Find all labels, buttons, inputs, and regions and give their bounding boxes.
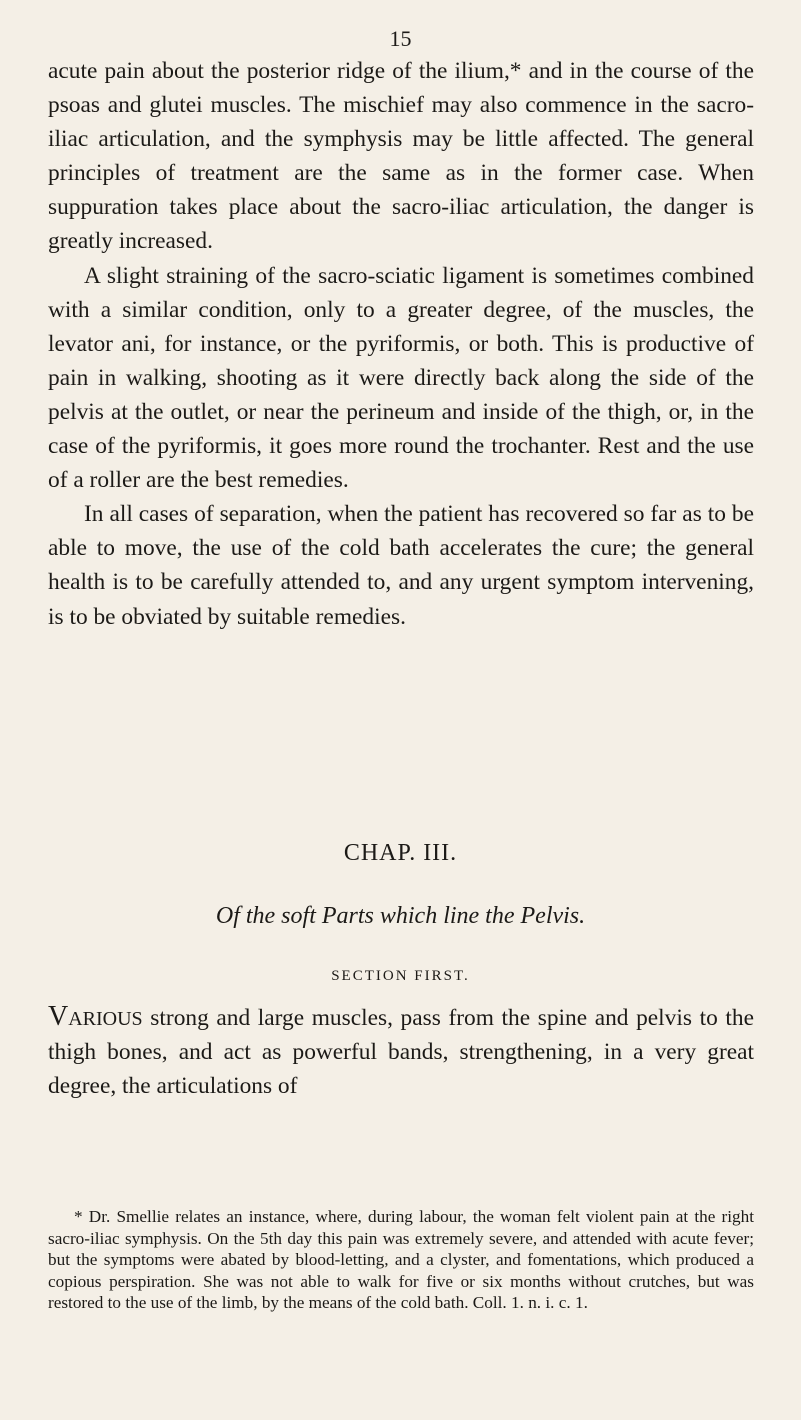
paragraph-1: acute pain about the posterior ridge of the ilium,* and in the course of the psoas and glutei muscles. The mischief may also commence in the sacro-iliac articulation, and the symphysis may be little affected. The general principles of treatment are the same as in the former case. When suppuration takes place about the sacro-iliac articulation, the danger is greatly increased. [48,58,754,255]
paragraph-2: A slight straining of the sacro-sciatic ligament is sometimes combined with a similar condition, only to a greater degree, of the muscles, the levator ani, for instance, or the pyriformis, or both. This is productive of pain in walking, shooting as it were directly back along the side of the pelvis at the outlet, or near the perineum and inside of the thigh, or, in the case of the pyriformis, it goes more round the trochanter. Rest and the use of a roller are the best remedies. [48,262,754,494]
chapter-title: Of the soft Parts which line the Pelvis. [215,903,586,929]
section-body [48,1000,754,1103]
section-heading: SECTION FIRST. [331,968,470,984]
section-paragraph [48,1000,754,1103]
footnote-text: * Dr. Smellie relates an instance, where, during labour, the woman felt violent pain at the right sacro-iliac symphysis. On the 5th day this pain was extremely severe, and attended with acute fever; but the symptoms were abated by blood-letting, and a clyster, and fomentations, which produced a copious perspiration. She was not able to walk for five or six months without crutches, but was restored to the use of the limb, by the means of the cold bath. Coll. 1. n. i. c. 1. [48,1207,754,1312]
section-first-word: Various [48,1001,143,1032]
chapter-heading: CHAP. III. [343,840,458,866]
section-text: strong and large muscles, pass from the spine and pelvis to the thigh bones, and act as powerful bands, strengthening, in a very great degree, the articulations of [48,1005,754,1100]
page-number: 15 [389,26,412,51]
main-text [48,54,754,634]
footnote [48,1206,754,1314]
paragraph-3: In all cases of separation, when the patient has recovered so far as to be able to move, the use of the cold bath accelerates the cure; the general health is to be carefully attended to, and any urgent symptom intervening, is to be obviated by suitable remedies. [48,501,754,630]
